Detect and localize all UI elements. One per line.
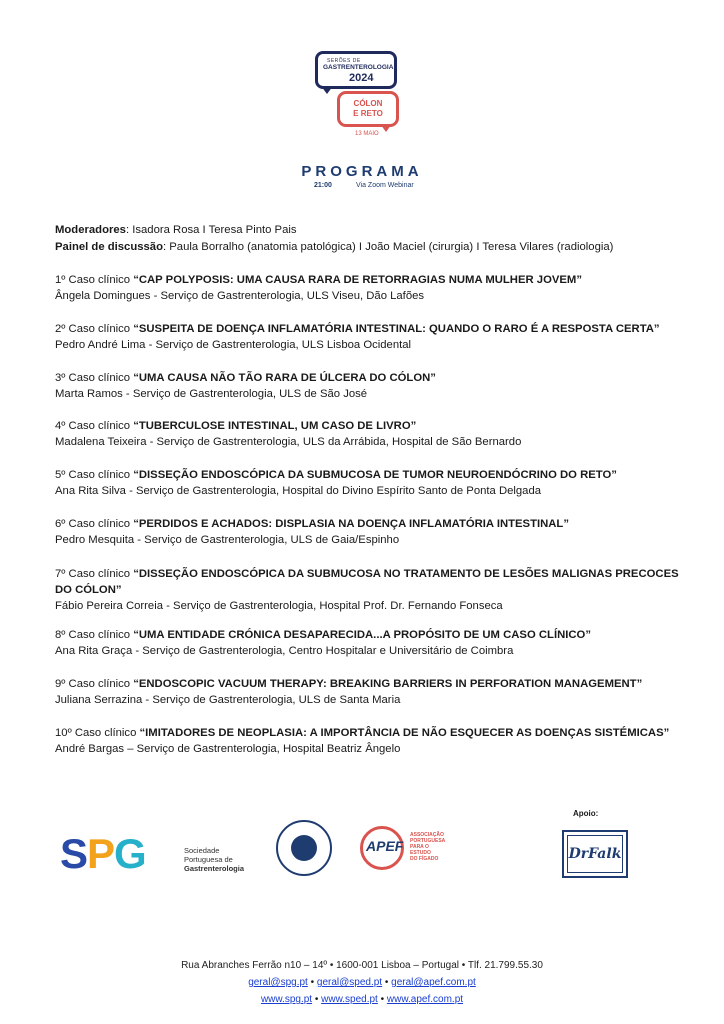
case-item — [55, 272, 685, 304]
case-author: Fábio Pereira Correia - Serviço de Gastrenterologia, Hospital Prof. Dr. Fernando Fonseca — [55, 600, 503, 612]
case-title: “UMA CAUSA NÃO TÃO RARA DE ÚLCERA DO CÓLON” — [133, 372, 436, 384]
case-item — [55, 566, 685, 614]
case-title: “PERDIDOS E ACHADOS: DISPLASIA NA DOENÇA INFLAMATÓRIA INTESTINAL” — [133, 518, 569, 530]
case-title: “DISSEÇÃO ENDOSCÓPICA DA SUBMUCOSA DE TUMOR NEUROENDÓCRINO DO RETO” — [133, 469, 617, 481]
case-title: “CAP POLYPOSIS: UMA CAUSA RARA DE RETORRAGIAS NUMA MULHER JOVEM” — [133, 274, 582, 286]
moderators-line — [55, 222, 613, 239]
logo-line1: SERÕES DE — [327, 58, 361, 64]
apef-caption-line2: PORTUGUESA — [410, 838, 446, 844]
spg-caption-line2: Portuguesa de — [184, 855, 233, 864]
logo-speech-bubble-bottom — [337, 91, 399, 127]
spg-caption-line1: Sociedade — [184, 846, 220, 855]
moderators-names: : Isadora Rosa I Teresa Pinto Pais — [125, 224, 297, 236]
web-link-sped[interactable]: www.sped.pt — [321, 994, 378, 1005]
email-link-spg[interactable]: geral@spg.pt — [248, 977, 308, 988]
case-prefix: 7º Caso clínico — [55, 568, 134, 580]
case-prefix: 4º Caso clínico — [55, 420, 134, 432]
case-prefix: 8º Caso clínico — [55, 629, 134, 641]
case-author: Pedro Mesquita - Serviço de Gastrenterologia, ULS de Gaia/Espinho — [55, 534, 400, 546]
footer-address: Rua Abranches Ferrão n10 – 14º • 1600-001 Lisboa – Portugal • Tlf. 21.799.55.30 — [181, 960, 543, 971]
apef-caption-line3: PARA O ESTUDO — [410, 844, 431, 856]
program-title: PROGRAMA — [301, 163, 423, 180]
drfalk-logo-text: DrFalk — [568, 846, 622, 862]
case-author: Marta Ramos - Serviço de Gastrenterologia, ULS de São José — [55, 388, 368, 400]
case-prefix: 6º Caso clínico — [55, 518, 134, 530]
event-logo — [311, 48, 407, 140]
email-link-sped[interactable]: geral@sped.pt — [316, 977, 383, 988]
apef-logo-caption — [410, 832, 450, 862]
logo-topic2: E RETO — [353, 109, 383, 118]
case-author: Ana Rita Silva - Serviço de Gastrenterologia, Hospital do Divino Espírito Santo de Ponta Delgada — [55, 485, 542, 497]
case-author: Madalena Teixeira - Serviço de Gastrenterologia, ULS da Arrábida, Hospital de São Bernardo — [55, 436, 522, 448]
apef-caption-line1: ASSOCIAÇÃO — [410, 832, 444, 838]
footer-websites — [0, 994, 724, 1005]
logo-speech-bubble-top — [315, 51, 397, 89]
apef-logo-word: APEF — [366, 838, 404, 854]
case-item — [55, 725, 685, 757]
panel-line — [55, 239, 613, 256]
spg-logo-caption — [184, 846, 244, 873]
panel-label: Painel de discussão — [55, 241, 163, 253]
case-prefix: 1º Caso clínico — [55, 274, 134, 286]
case-author: Pedro André Lima - Serviço de Gastrenterologia, ULS Lisboa Ocidental — [55, 339, 412, 351]
case-title: “ENDOSCOPIC VACUUM THERAPY: BREAKING BARRIERS IN PERFORATION MANAGEMENT” — [133, 678, 643, 690]
email-link-apef[interactable]: geral@apef.com.pt — [391, 977, 476, 988]
case-title: “UMA ENTIDADE CRÓNICA DESAPARECIDA...A PROPÓSITO DE UM CASO CLÍNICO” — [133, 629, 591, 641]
case-title: “IMITADORES DE NEOPLASIA: A IMPORTÂNCIA DE NÃO ESQUECER AS DOENÇAS SISTÉMICAS” — [139, 727, 670, 739]
case-prefix: 9º Caso clínico — [55, 678, 134, 690]
case-item — [55, 370, 685, 402]
moderators-label: Moderadores — [55, 224, 126, 236]
logo-topic1: CÓLON — [353, 99, 383, 108]
apef-caption-line4: DO FÍGADO — [410, 856, 439, 862]
case-title: “SUSPEITA DE DOENÇA INFLAMATÓRIA INTESTINAL: QUANDO O RARO É A RESPOSTA CERTA” — [133, 323, 660, 335]
program-time: 21:00 — [314, 182, 332, 189]
separator: • — [377, 994, 387, 1005]
case-title: “DISSEÇÃO ENDOSCÓPICA DA SUBMUCOSA NO TRATAMENTO DE LESÕES MALIGNAS PRECOCES DO CÓLON” — [55, 568, 679, 596]
case-item — [55, 321, 685, 353]
case-prefix: 2º Caso clínico — [55, 323, 134, 335]
sped-seal-center — [291, 835, 317, 861]
logo-line2: GASTRENTEROLOGIA — [323, 64, 394, 71]
logo-bubble-tail-bottom — [381, 125, 391, 132]
panel-names: : Paula Borralho (anatomia patológica) I João Maciel (cirurgia) I Teresa Vilares (radiologia) — [163, 241, 614, 253]
event-date: 13 MAIO — [355, 131, 379, 137]
footer-emails — [0, 977, 724, 988]
case-prefix: 3º Caso clínico — [55, 372, 134, 384]
spg-logo — [60, 830, 260, 880]
web-link-spg[interactable]: www.spg.pt — [260, 994, 313, 1005]
program-via: Via Zoom Webinar — [356, 182, 414, 189]
case-author: Ângela Domingues - Serviço de Gastrenterologia, ULS Viseu, Dão Lafões — [55, 290, 425, 302]
case-item — [55, 516, 685, 548]
case-item — [55, 627, 685, 659]
case-item — [55, 418, 685, 450]
apef-logo — [360, 826, 450, 872]
case-item — [55, 676, 685, 708]
web-link-apef[interactable]: www.apef.com.pt — [386, 994, 464, 1005]
sped-seal-logo — [276, 820, 332, 876]
spg-caption-line3: Gastrenterologia — [184, 864, 245, 873]
separator: • — [307, 977, 317, 988]
separator: • — [312, 994, 322, 1005]
case-item — [55, 467, 685, 499]
case-author: Juliana Serrazina - Serviço de Gastrenterologia, ULS de Santa Maria — [55, 694, 401, 706]
case-author: André Bargas – Serviço de Gastrenterologia, Hospital Beatriz Ângelo — [55, 743, 401, 755]
case-title: “TUBERCULOSE INTESTINAL, UM CASO DE LIVRO” — [133, 420, 417, 432]
logo-year: 2024 — [349, 72, 374, 84]
drfalk-logo — [562, 830, 628, 878]
case-author: Ana Rita Graça - Serviço de Gastrenterologia, Centro Hospitalar e Universitário de Coimbra — [55, 645, 514, 657]
separator: • — [382, 977, 392, 988]
spg-logo-letters: SPG — [60, 830, 146, 877]
support-label: Apoio: — [573, 809, 599, 818]
logo-bubble-tail-top — [321, 86, 333, 94]
moderators-block — [55, 222, 613, 256]
case-prefix: 10º Caso clínico — [55, 727, 140, 739]
case-prefix: 5º Caso clínico — [55, 469, 134, 481]
